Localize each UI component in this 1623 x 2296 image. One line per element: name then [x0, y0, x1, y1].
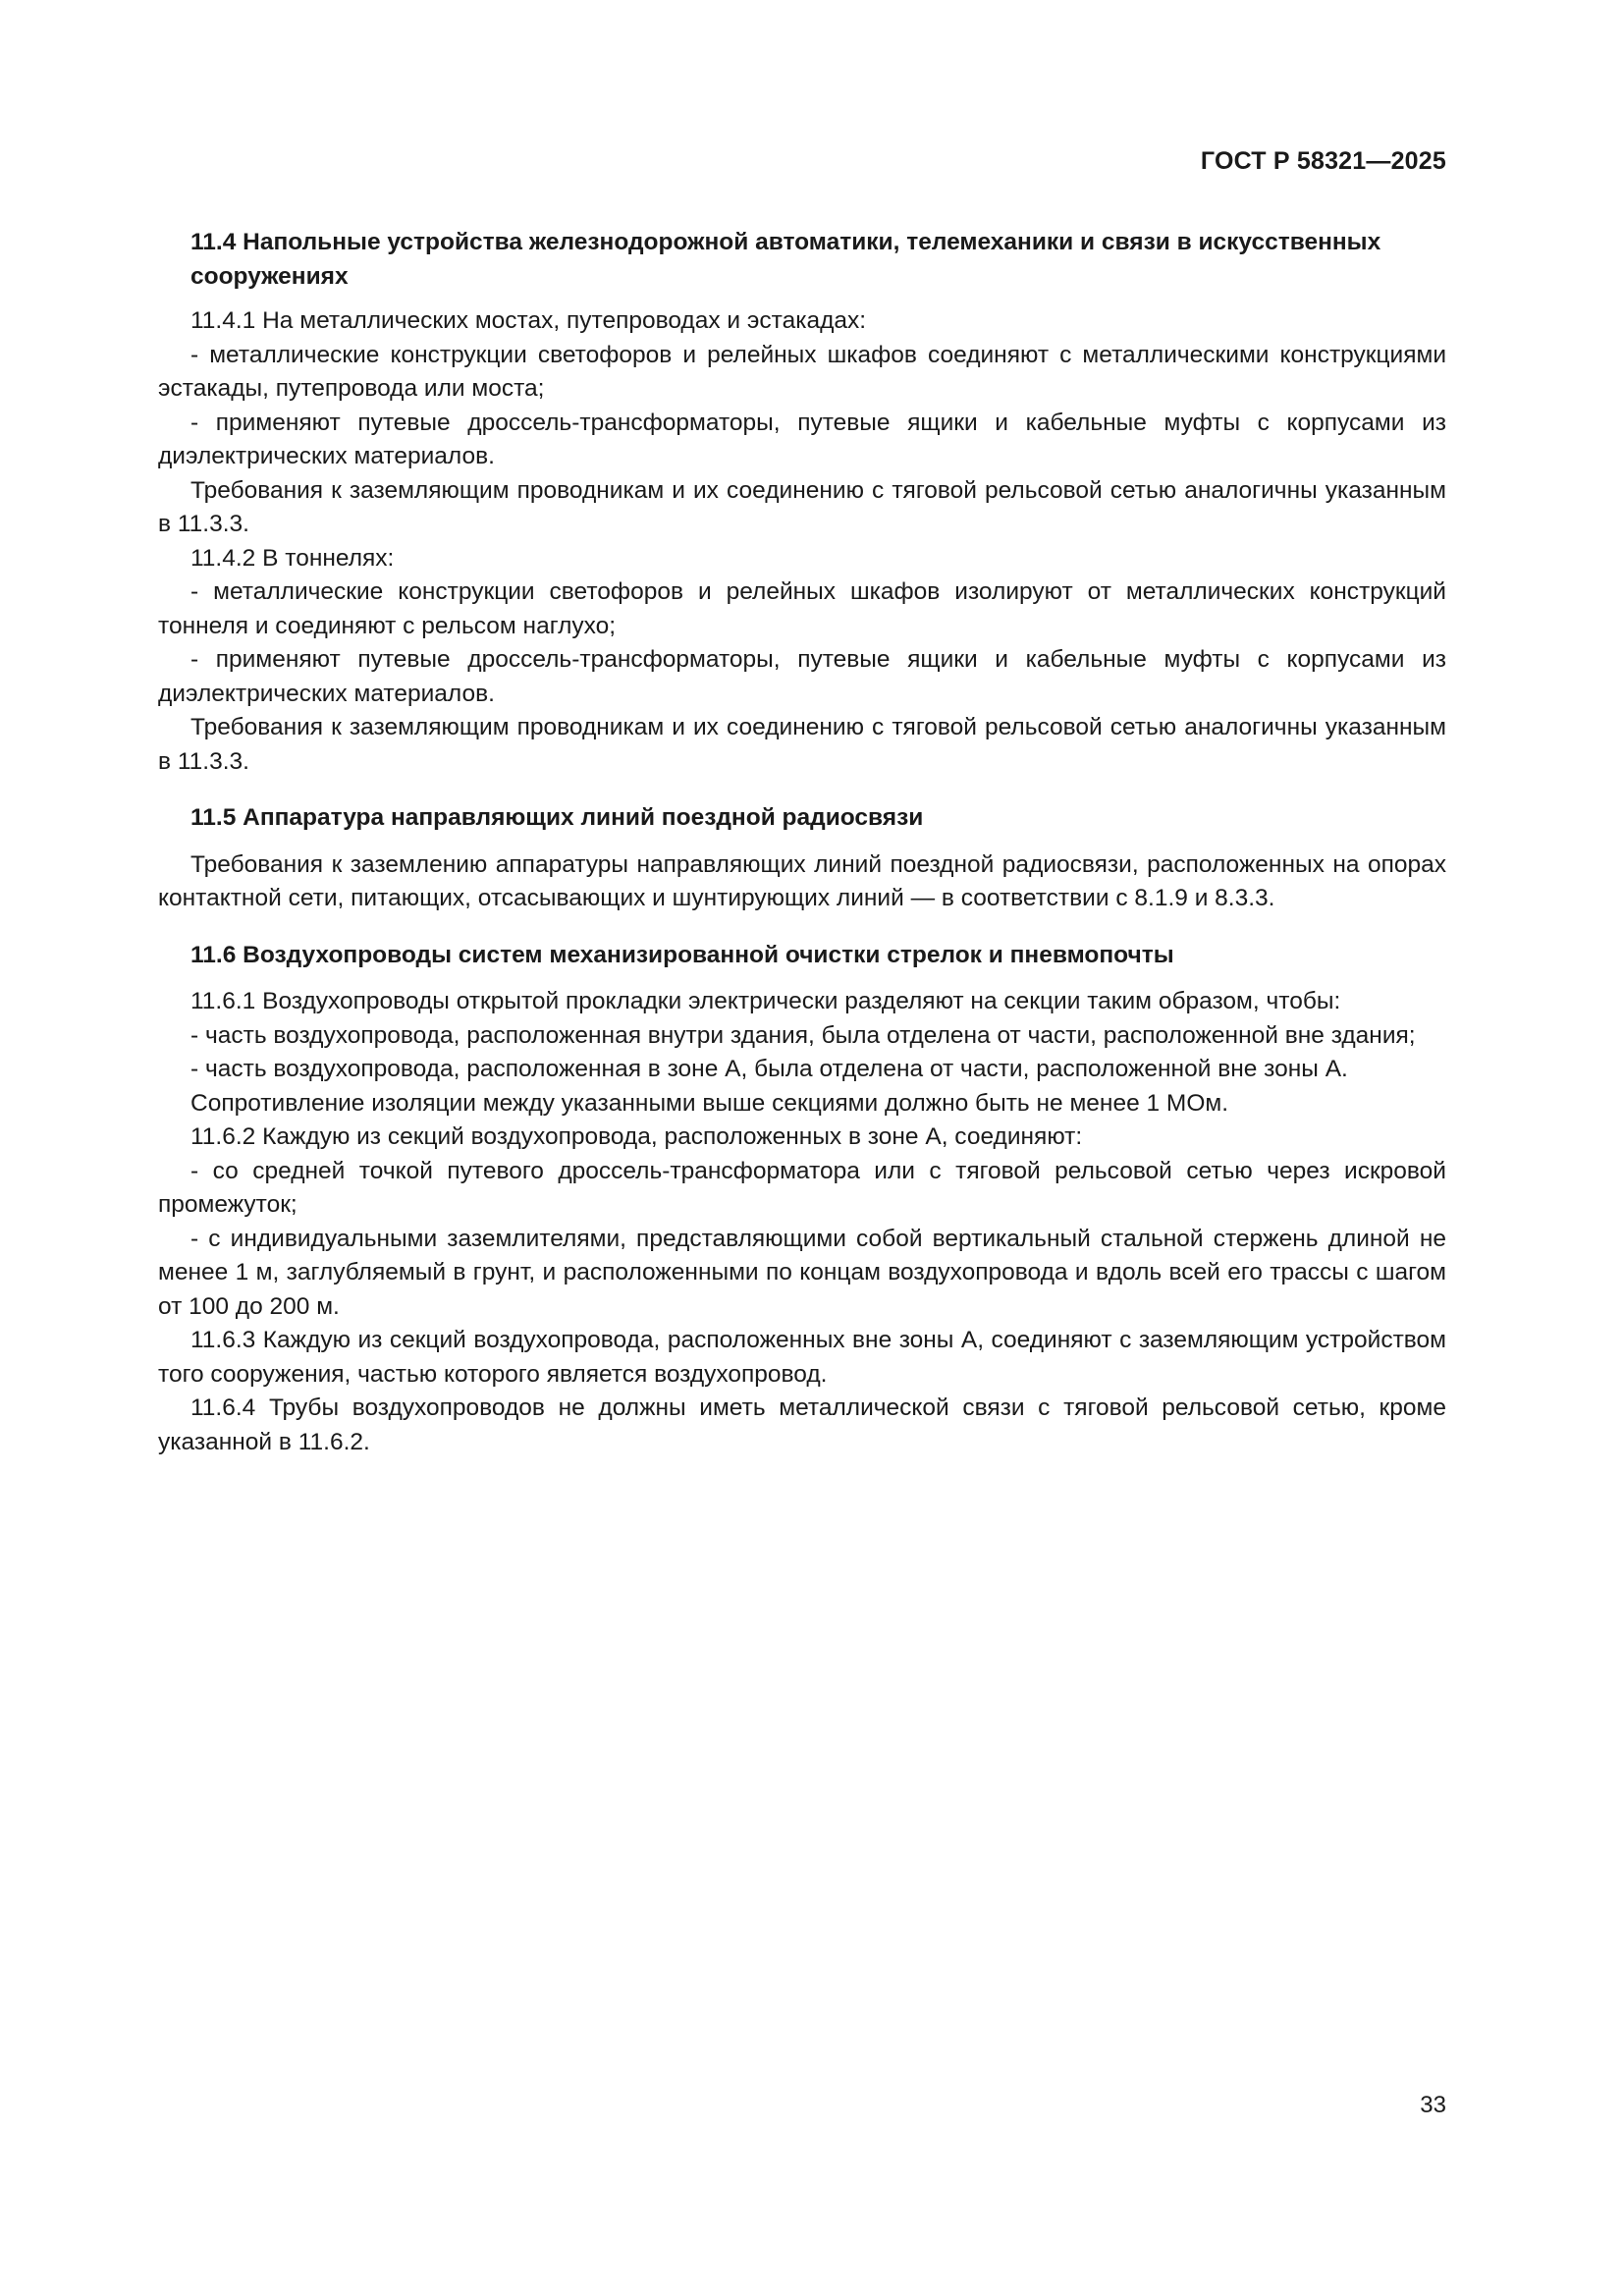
paragraph: Требования к заземлению аппаратуры направляющих линий поездной радиосвязи, расположенных на опорах контактной сети, питающих, отсасывающих и шунтирующих линий — в соответствии с 8.1.9 и 8.3.3.: [158, 850, 1446, 911]
list-item: - часть воздухопровода, расположенная в зоне А, была отделена от части, расположенной вне зоны А.: [190, 1056, 1348, 1082]
list-item: - применяют путевые дроссель-трансформаторы, путевые ящики и кабельные муфты с корпусами из диэлектрических материалов.: [158, 409, 1446, 469]
paragraph: Требования к заземляющим проводникам и их соединению с тяговой рельсовой сетью аналогичны указанным в 11.3.3.: [158, 714, 1446, 775]
section-heading-11-6: 11.6 Воздухопроводы систем механизированной очистки стрелок и пневмопочты: [190, 941, 1174, 968]
paragraph-11-6-1: 11.6.1 Воздухопроводы открытой прокладки электрически разделяют на секции таким образом, чтобы:: [190, 988, 1341, 1014]
paragraph: Сопротивление изоляции между указанными выше секциями должно быть не менее 1 МОм.: [190, 1089, 1229, 1117]
section-heading-11-4: 11.4 Напольные устройства железнодорожной автоматики, телемеханики и связи в искусственных сооружениях: [190, 229, 1381, 290]
page-number: 33: [1420, 2092, 1446, 2118]
list-item: - применяют путевые дроссель-трансформаторы, путевые ящики и кабельные муфты с корпусами из диэлектрических материалов.: [158, 646, 1446, 707]
paragraph-11-4-1: 11.4.1 На металлических мостах, путепроводах и эстакадах:: [190, 307, 867, 334]
paragraph-11-6-2: 11.6.2 Каждую из секций воздухопровода, расположенных в зоне А, соединяют:: [190, 1123, 1083, 1150]
paragraph: Требования к заземляющим проводникам и их соединению с тяговой рельсовой сетью аналогичны указанным в 11.3.3.: [158, 476, 1446, 537]
paragraph-11-6-4: 11.6.4 Трубы воздухопроводов не должны иметь металлической связи с тяговой рельсовой сетью, кроме указанной в 11.6.2.: [158, 1394, 1446, 1455]
document-body: [158, 226, 1446, 1459]
list-item: - со средней точкой путевого дроссель-трансформатора или с тяговой рельсовой сетью через искровой промежуток;: [158, 1157, 1446, 1218]
list-item: - металлические конструкции светофоров и релейных шкафов соединяют с металлическими конструкциями эстакады, путепровода или моста;: [158, 341, 1446, 402]
list-item: - часть воздухопровода, расположенная внутри здания, была отделена от части, расположенной вне здания;: [190, 1021, 1416, 1049]
list-item: - с индивидуальными заземлителями, представляющими собой вертикальный стальной стержень длиной не менее 1 м, заглубляемый в грунт, и расположенными по концам воздухопровода и вдоль всей его трассы с шагом от 100 до 200 м.: [158, 1225, 1446, 1320]
document-code: ГОСТ Р 58321—2025: [1200, 147, 1446, 175]
paragraph-11-6-3: 11.6.3 Каждую из секций воздухопровода, расположенных вне зоны А, соединяют с заземляющим устройством того сооружения, частью которого является воздухопровод.: [158, 1327, 1446, 1388]
list-item: - металлические конструкции светофоров и релейных шкафов изолируют от металлических конструкций тоннеля и соединяют с рельсом наглухо;: [158, 578, 1446, 639]
paragraph-11-4-2: 11.4.2 В тоннелях:: [190, 544, 395, 572]
section-heading-11-5: 11.5 Аппаратура направляющих линий поездной радиосвязи: [190, 804, 924, 831]
